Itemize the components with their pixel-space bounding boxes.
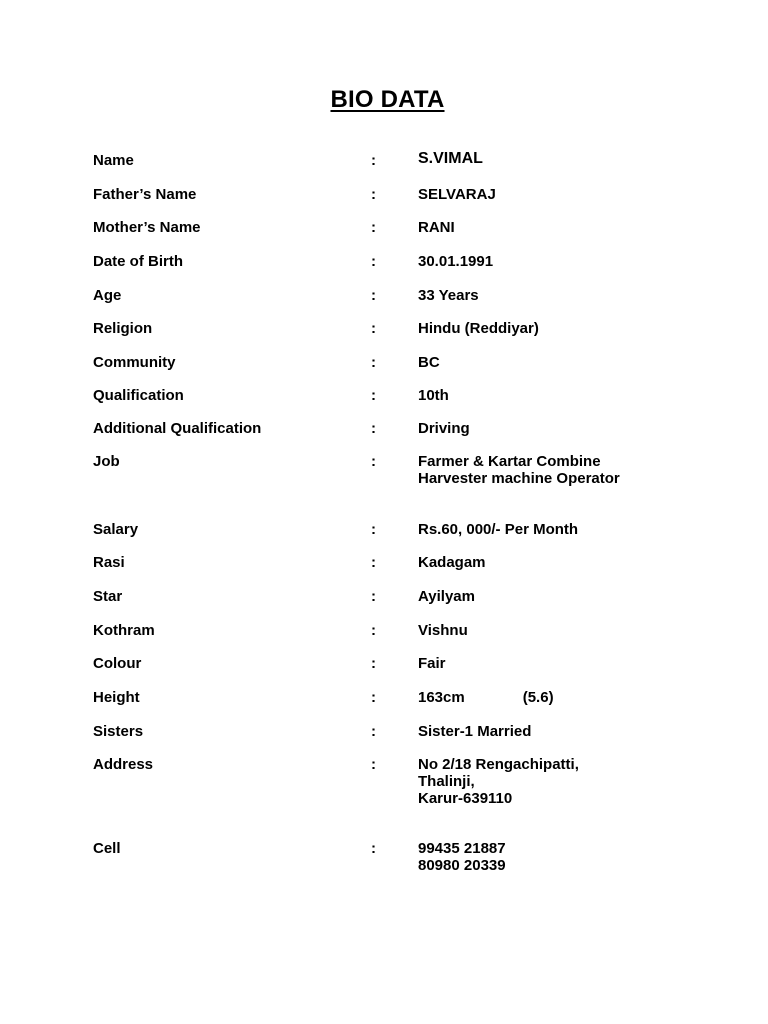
- field-value: SELVARAJ: [418, 186, 496, 203]
- field-value-line: 80980 20339: [418, 857, 506, 874]
- field-separator: :: [371, 723, 376, 740]
- field-label: Additional Qualification: [93, 420, 262, 437]
- field-value-line: Farmer & Kartar Combine: [418, 453, 601, 470]
- field-value: BC: [418, 354, 440, 371]
- field-label: Name: [93, 152, 134, 169]
- field-separator: :: [371, 420, 376, 437]
- field-separator: :: [371, 756, 376, 773]
- field-value: Vishnu: [418, 622, 468, 639]
- field-value: 10th: [418, 387, 449, 404]
- field-label: Job: [93, 453, 120, 470]
- field-value: Sister-1 Married: [418, 723, 532, 740]
- height-ft-value: (5.6): [522, 689, 554, 706]
- field-value: 30.01.1991: [418, 253, 494, 270]
- field-separator: :: [371, 689, 376, 706]
- field-value: Driving: [418, 420, 470, 437]
- page-title: BIO DATA: [330, 86, 445, 113]
- field-separator: :: [371, 554, 376, 571]
- height-cm-value: 163cm: [418, 689, 465, 706]
- field-value-line: Karur-639110: [418, 790, 513, 807]
- field-label: Kothram: [93, 622, 155, 639]
- field-value: Kadagam: [418, 554, 486, 571]
- field-label: Date of Birth: [93, 253, 183, 270]
- field-separator: :: [371, 387, 376, 404]
- field-label: Rasi: [93, 554, 125, 571]
- field-separator: :: [371, 655, 376, 672]
- field-label: Religion: [93, 320, 153, 337]
- field-value: [418, 689, 554, 706]
- field-separator: :: [371, 622, 376, 639]
- field-separator: :: [371, 453, 376, 470]
- field-value: Rs.60, 000/- Per Month: [418, 521, 579, 538]
- field-label: Qualification: [93, 387, 184, 404]
- field-separator: :: [371, 287, 376, 304]
- field-value-line: Harvester machine Operator: [418, 470, 620, 487]
- field-separator: :: [371, 253, 376, 270]
- field-value: Fair: [418, 655, 446, 672]
- field-value-line: No 2/18 Rengachipatti,: [418, 756, 579, 773]
- field-separator: :: [371, 186, 376, 203]
- field-separator: :: [371, 840, 376, 857]
- field-separator: :: [371, 320, 376, 337]
- field-separator: :: [371, 354, 376, 371]
- field-label: Star: [93, 588, 123, 605]
- field-label: Cell: [93, 840, 121, 857]
- field-value: S.VIMAL: [418, 150, 483, 167]
- field-value-line: 99435 21887: [418, 840, 506, 857]
- field-label: Sisters: [93, 723, 144, 740]
- field-label: Mother’s Name: [93, 219, 201, 236]
- field-label: Age: [93, 287, 122, 304]
- field-value: Ayilyam: [418, 588, 475, 605]
- field-label: Father’s Name: [93, 186, 197, 203]
- field-value: [418, 756, 579, 807]
- field-separator: :: [371, 152, 376, 169]
- field-label: Colour: [93, 655, 142, 672]
- field-label: Salary: [93, 521, 139, 538]
- field-value: Hindu (Reddiyar): [418, 320, 539, 337]
- field-separator: :: [371, 521, 376, 538]
- field-separator: :: [371, 588, 376, 605]
- field-label: Address: [93, 756, 154, 773]
- field-value: RANI: [418, 219, 455, 236]
- field-value: 33 Years: [418, 287, 479, 304]
- field-label: Height: [93, 689, 140, 706]
- field-separator: :: [371, 219, 376, 236]
- field-value: [418, 840, 506, 874]
- field-value: [418, 453, 620, 487]
- field-label: Community: [93, 354, 176, 371]
- field-value-line: Thalinji,: [418, 773, 475, 790]
